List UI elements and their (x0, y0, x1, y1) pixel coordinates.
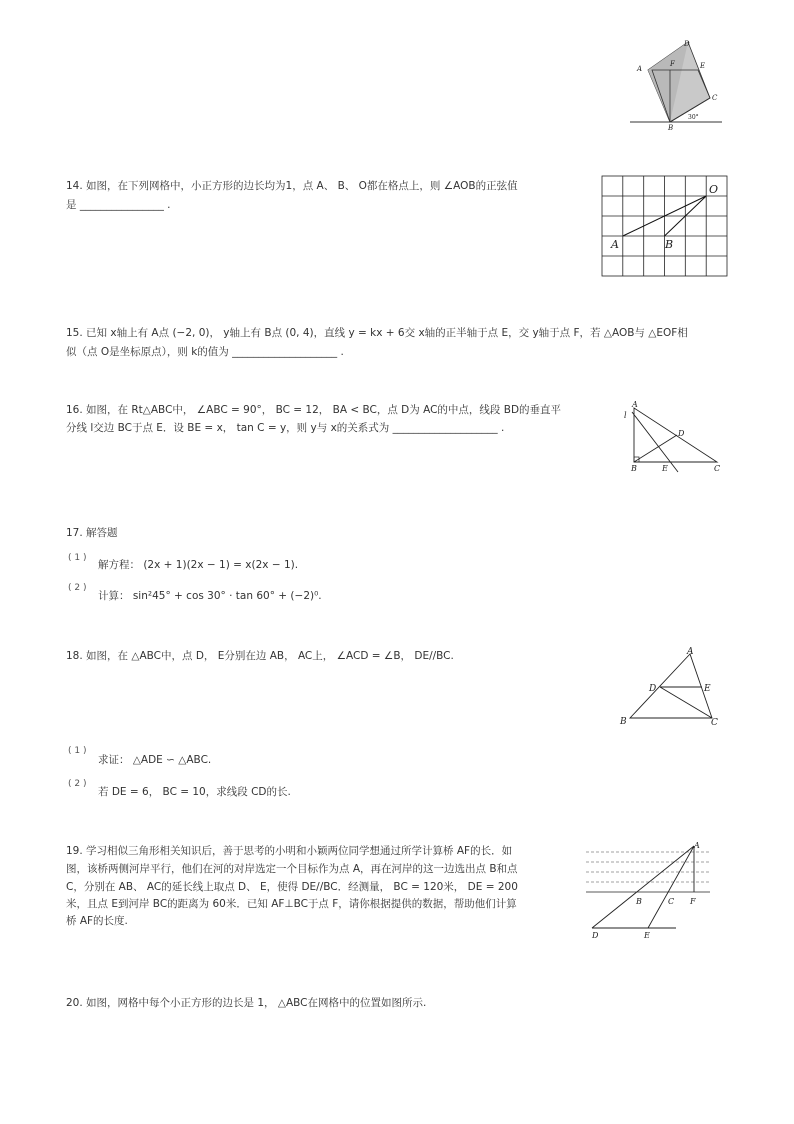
q18-part2-text: 若 DE = 6， BC = 10，求线段 CD的长. (98, 786, 291, 798)
q13-label-E: E (700, 62, 706, 70)
q13-label-F: F (670, 60, 675, 68)
q17-part2-text: 计算： sin²45° + cos 30° · tan 60° + (−2)⁰. (98, 590, 322, 602)
q14-label-O: O (709, 183, 719, 196)
q16-label-B: B (631, 464, 637, 473)
q16-figure (622, 400, 732, 476)
q16-text-line1: 16. 如图，在 Rt△ABC中， ∠ABC = 90°， BC = 12， BA < BC，点 D为 AC的中点，线段 BD的垂直平 (66, 404, 562, 416)
q16-label-D: D (678, 429, 685, 438)
q16-text-line2: 分线 l交边 BC于点 E．设 BE = x， tan C = y，则 y与 x的关系式为 ____________________ . (66, 422, 505, 434)
q17-title: 17. 解答题 (66, 527, 118, 539)
q16-label-E: E (662, 464, 668, 473)
q19-label-E: E (644, 931, 650, 940)
q17-part1-text: 解方程： (2x + 1)(2x − 1) = x(2x − 1). (98, 559, 299, 571)
q13-label-angle: 30° (688, 114, 699, 121)
q13-label-A: A (637, 65, 643, 73)
q18-label-D: D (649, 684, 657, 694)
q13-label-B: B (668, 124, 674, 132)
q13-label-D: D (684, 40, 690, 48)
q18-part2-number: ( 2 ) (68, 779, 87, 789)
q19-text-line4: 米，且点 E到河岸 BC的距离为 60米．已知 AF⊥BC于点 F，请你根据提供的数据，帮助他们计算 (66, 898, 517, 910)
q18-part1-text: 求证： △ADE ∽ △ABC. (98, 754, 212, 766)
q14-text-line1: 14. 如图，在下列网格中，小正方形的边长均为1，点 A、 B、 O都在格点上，则 ∠AOB的正弦值 (66, 180, 518, 192)
q18-text-line1: 18. 如图，在 △ABC中，点 D， E分别在边 AB， AC上， ∠ACD = ∠B， DE//BC. (66, 650, 454, 662)
q14-label-A: A (611, 238, 619, 251)
q15-text-line2: 似（点 O是坐标原点），则 k的值为 ____________________ . (66, 346, 344, 358)
q14-text-line2: 是 ________________ . (66, 199, 171, 211)
q19-label-C: C (668, 897, 675, 906)
q13-figure (630, 38, 730, 130)
q19-label-B: B (636, 897, 642, 906)
q19-text-line5: 桥 AF的长度. (66, 915, 128, 927)
q16-label-A: A (632, 400, 638, 409)
q18-figure (618, 646, 728, 728)
q15-text-line1: 15. 已知 x轴上有 A点 (−2, 0)， y轴上有 B点 (0, 4)，直线 y = kx + 6交 x轴的正半轴于点 E，交 y轴于点 F，若 △AOB与 △EOF相 (66, 327, 688, 339)
q17-part2-number: ( 2 ) (68, 583, 87, 593)
q16-label-l: l (624, 411, 627, 420)
q14-grid-figure (602, 176, 728, 278)
q18-label-B: B (620, 717, 627, 727)
q14-label-B: B (665, 238, 674, 251)
q17-part1-number: ( 1 ) (68, 553, 87, 563)
q18-label-A: A (687, 647, 694, 657)
q19-figure (586, 840, 726, 944)
q16-label-C: C (714, 464, 721, 473)
q19-label-A: A (694, 841, 700, 850)
q19-text-line2: 图，该桥两侧河岸平行，他们在河的对岸选定一个目标作为点 A，再在河岸的这一边选出点 B和点 (66, 863, 518, 875)
q18-part1-number: ( 1 ) (68, 746, 87, 756)
q18-label-C: C (711, 718, 718, 728)
q18-label-E: E (704, 684, 711, 694)
q13-label-C: C (712, 94, 718, 102)
q19-label-D: D (592, 931, 599, 940)
q19-text-line1: 19. 学习相似三角形相关知识后，善于思考的小明和小颖两位同学想通过所学计算桥 AF的长．如 (66, 845, 513, 857)
q20-text-line1: 20. 如图，网格中每个小正方形的边长是 1， △ABC在网格中的位置如图所示. (66, 997, 427, 1009)
q19-text-line3: C，分别在 AB、 AC的延长线上取点 D、 E，使得 DE//BC．经测量， BC = 120米， DE = 200 (66, 881, 518, 893)
q19-label-F: F (690, 897, 696, 906)
